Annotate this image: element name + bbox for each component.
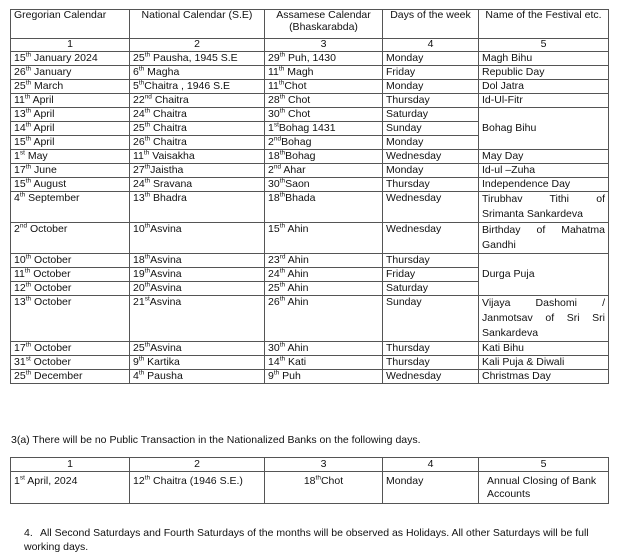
table-row — [11, 253, 609, 267]
festival-name: Id-Ul-Fitr — [479, 93, 609, 107]
day-of-week: Saturday — [383, 107, 479, 121]
day-of-week: Thursday — [383, 93, 479, 107]
col-number: 4 — [383, 39, 479, 52]
festival-name: Christmas Day — [479, 369, 609, 383]
assamese-date: 30th Ahin — [265, 341, 383, 355]
day-of-week: Wednesday — [383, 369, 479, 383]
festival-name: Id-ul –Zuha — [479, 163, 609, 177]
gregorian-date: 15th April — [11, 135, 130, 149]
festival-name: Annual Closing of Bank Accounts — [479, 472, 609, 504]
national-date: 21stAsvina — [130, 295, 265, 341]
day-of-week: Thursday — [383, 177, 479, 191]
assamese-date: 2nd Ahar — [265, 163, 383, 177]
gregorian-date: 2nd October — [11, 222, 130, 253]
col-number: 4 — [383, 458, 479, 472]
gregorian-date: 17th October — [11, 341, 130, 355]
day-of-week: Wednesday — [383, 191, 479, 222]
gregorian-date: 25th March — [11, 79, 130, 93]
header-gregorian: Gregorian Calendar — [11, 10, 130, 39]
national-date: 25thAsvina — [130, 341, 265, 355]
national-date: 19thAsvina — [130, 267, 265, 281]
festival-name: Dol Jatra — [479, 79, 609, 93]
day-of-week: Monday — [383, 472, 479, 504]
day-of-week: Friday — [383, 267, 479, 281]
table-row — [11, 107, 609, 121]
day-of-week: Monday — [383, 79, 479, 93]
table-row — [11, 472, 609, 504]
festival-name: Vijaya Dashomi / Janmotsav of Sri Sri Sankardeva — [479, 295, 609, 341]
national-date: 25th Pausha, 1945 S.E — [130, 51, 265, 65]
national-date: 11th Vaisakha — [130, 149, 265, 163]
national-date: 27thJaistha — [130, 163, 265, 177]
national-date: 4th Pausha — [130, 369, 265, 383]
festival-durga-puja: Durga Puja — [479, 253, 609, 295]
gregorian-date: 4th September — [11, 191, 130, 222]
table-row — [11, 341, 609, 355]
national-date: 20thAsvina — [130, 281, 265, 295]
assamese-date: 11th Magh — [265, 65, 383, 79]
header-row — [11, 10, 609, 39]
table-row — [11, 355, 609, 369]
assamese-date: 15th Ahin — [265, 222, 383, 253]
assamese-date: 11thChot — [265, 79, 383, 93]
assamese-date: 9th Puh — [265, 369, 383, 383]
day-of-week: Wednesday — [383, 149, 479, 163]
gregorian-date: 13th April — [11, 107, 130, 121]
national-date: 18thAsvina — [130, 253, 265, 267]
table-row — [11, 177, 609, 191]
day-of-week: Monday — [383, 163, 479, 177]
note-3a: 3(a) There will be no Public Transaction in the Nationalized Banks on the following days. — [11, 434, 421, 446]
day-of-week: Thursday — [383, 341, 479, 355]
gregorian-date: 12th October — [11, 281, 130, 295]
day-of-week: Friday — [383, 65, 479, 79]
col-number: 2 — [130, 39, 265, 52]
assamese-date: 23rd Ahin — [265, 253, 383, 267]
table-row — [11, 149, 609, 163]
table-row — [11, 295, 609, 341]
day-of-week: Monday — [383, 135, 479, 149]
header-day: Days of the week — [383, 10, 479, 39]
assamese-date: 28th Chot — [265, 93, 383, 107]
festival-name: Magh Bihu — [479, 51, 609, 65]
assamese-date: 30th Chot — [265, 107, 383, 121]
festival-name: Kati Bihu — [479, 341, 609, 355]
national-date: 24th Chaitra — [130, 107, 265, 121]
col-number: 1 — [11, 458, 130, 472]
festival-name: Republic Day — [479, 65, 609, 79]
festival-bohag-bihu: Bohag Bihu — [479, 107, 609, 149]
national-date: 22nd Chaitra — [130, 93, 265, 107]
bank-closing-table — [10, 457, 609, 504]
day-of-week: Monday — [383, 51, 479, 65]
assamese-date: 18thBohag — [265, 149, 383, 163]
gregorian-date: 10th October — [11, 253, 130, 267]
national-date: 26th Chaitra — [130, 135, 265, 149]
header-assamese: Assamese Calendar (Bhaskarabda) — [265, 10, 383, 39]
national-date: 12th Chaitra (1946 S.E.) — [130, 472, 265, 504]
assamese-date: 26th Ahin — [265, 295, 383, 341]
gregorian-date: 14th April — [11, 121, 130, 135]
assamese-date: 18thChot — [265, 472, 383, 504]
day-of-week: Sunday — [383, 295, 479, 341]
column-number-row — [11, 458, 609, 472]
assamese-date: 24th Ahin — [265, 267, 383, 281]
assamese-date: 14th Kati — [265, 355, 383, 369]
table-row — [11, 369, 609, 383]
header-national: National Calendar (S.E) — [130, 10, 265, 39]
festival-name: Tirubhav Tithi of Srimanta Sankardeva — [479, 191, 609, 222]
national-date: 5thChaitra , 1946 S.E — [130, 79, 265, 93]
gregorian-date: 13th October — [11, 295, 130, 341]
gregorian-date: 26th January — [11, 65, 130, 79]
day-of-week: Thursday — [383, 253, 479, 267]
col-number: 2 — [130, 458, 265, 472]
assamese-date: 30thSaon — [265, 177, 383, 191]
day-of-week: Wednesday — [383, 222, 479, 253]
day-of-week: Thursday — [383, 355, 479, 369]
assamese-date: 2ndBohag — [265, 135, 383, 149]
table-row — [11, 65, 609, 79]
festival-name: Birthday of Mahatma Gandhi — [479, 222, 609, 253]
col-number: 5 — [479, 39, 609, 52]
table-row — [11, 163, 609, 177]
col-number: 3 — [265, 39, 383, 52]
gregorian-date: 25th December — [11, 369, 130, 383]
gregorian-date: 17th June — [11, 163, 130, 177]
assamese-date: 29th Puh, 1430 — [265, 51, 383, 65]
note-4: 4. All Second Saturdays and Fourth Saturdays of the months will be observed as Holidays. All other Saturdays will be full working days. — [24, 527, 589, 553]
header-festival: Name of the Festival etc. — [479, 10, 609, 39]
national-date: 13th Bhadra — [130, 191, 265, 222]
festival-name: Kali Puja & Diwali — [479, 355, 609, 369]
national-date: 6th Magha — [130, 65, 265, 79]
assamese-date: 18thBhada — [265, 191, 383, 222]
gregorian-date: 31st October — [11, 355, 130, 369]
gregorian-date: 1st April, 2024 — [11, 472, 130, 504]
national-date: 25th Chaitra — [130, 121, 265, 135]
gregorian-date: 11th October — [11, 267, 130, 281]
table-row — [11, 93, 609, 107]
festival-name: Independence Day — [479, 177, 609, 191]
national-date: 24th Sravana — [130, 177, 265, 191]
table-row — [11, 222, 609, 253]
festival-name: May Day — [479, 149, 609, 163]
table-row — [11, 79, 609, 93]
day-of-week: Saturday — [383, 281, 479, 295]
gregorian-date: 15th January 2024 — [11, 51, 130, 65]
col-number: 1 — [11, 39, 130, 52]
day-of-week: Sunday — [383, 121, 479, 135]
table-row — [11, 191, 609, 222]
table-row — [11, 51, 609, 65]
holiday-table — [10, 9, 609, 384]
gregorian-date: 11th April — [11, 93, 130, 107]
gregorian-date: 15th August — [11, 177, 130, 191]
assamese-date: 1stBohag 1431 — [265, 121, 383, 135]
col-number: 5 — [479, 458, 609, 472]
col-number: 3 — [265, 458, 383, 472]
national-date: 10thAsvina — [130, 222, 265, 253]
gregorian-date: 1st May — [11, 149, 130, 163]
assamese-date: 25th Ahin — [265, 281, 383, 295]
national-date: 9th Kartika — [130, 355, 265, 369]
column-number-row — [11, 39, 609, 52]
